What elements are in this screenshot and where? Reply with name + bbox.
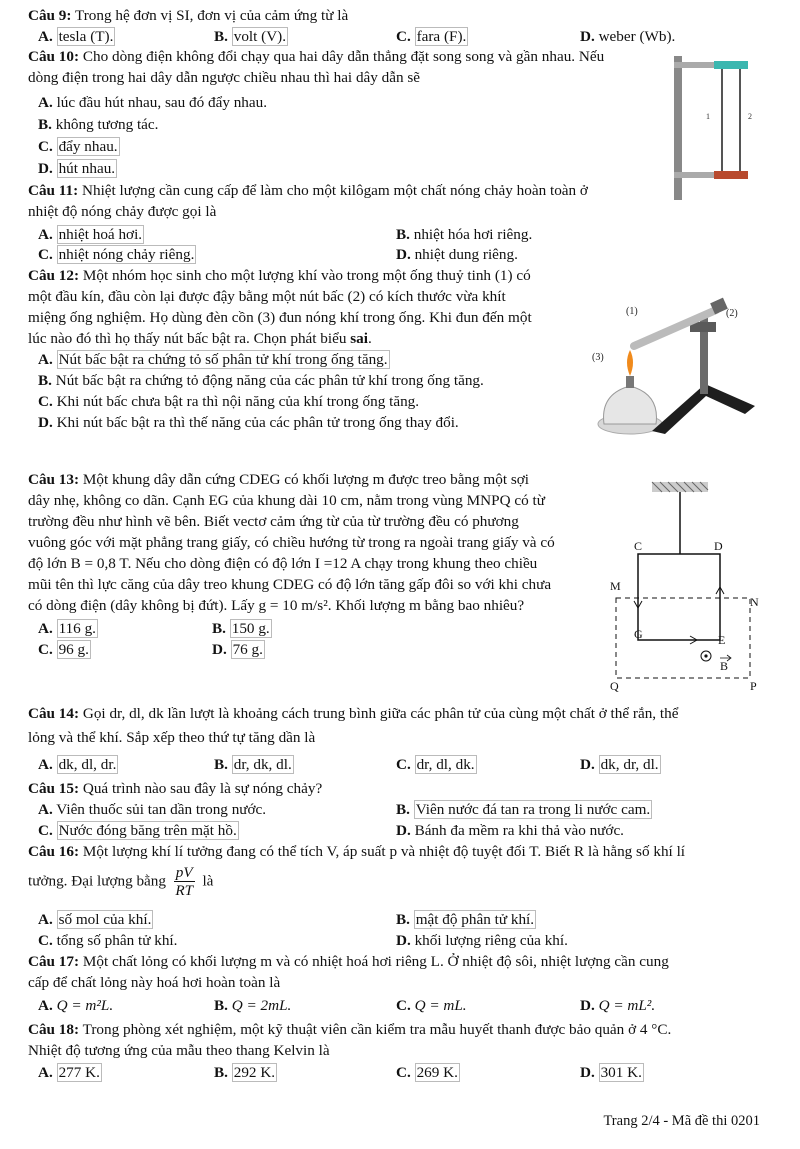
q18-stem-line2: Nhiệt độ tương ứng của mẫu theo thang Kelvin là	[28, 1042, 330, 1059]
q18-option-c[interactable]: C. 269 K.	[396, 1064, 458, 1081]
lamp-wick	[626, 376, 634, 388]
q14-option-b[interactable]: B. dr, dk, dl.	[214, 756, 292, 773]
q17-option-c[interactable]: C. Q = mL.	[396, 997, 467, 1014]
q14-option-a[interactable]: A. dk, dl, dr.	[38, 756, 117, 773]
q14-option-c[interactable]: C. dr, dl, dk.	[396, 756, 475, 773]
parallel-wires-figure	[670, 54, 790, 204]
q10-option-d[interactable]: D. hút nhau.	[38, 160, 116, 177]
q9-option-b[interactable]: B. volt (V).	[214, 28, 287, 45]
q13-option-a[interactable]: A. 116 g.	[38, 620, 96, 637]
label-D: D	[714, 539, 723, 553]
gas-tube-experiment-figure	[590, 288, 765, 448]
q11-option-c[interactable]: C. nhiệt nóng chảy riêng.	[38, 246, 195, 263]
q12-option-b[interactable]: B. Nút bấc bật ra chứng tỏ động năng của các phân tử khí trong ống tăng.	[38, 372, 484, 389]
q16-option-b[interactable]: B. mật độ phân tử khí.	[396, 911, 535, 928]
q14-stem-line1: Câu 14: Gọi dr, dl, dk lần lượt là khoảng cách trung bình giữa các phân tử của cùng một chất ở thể rắn, thể	[28, 705, 679, 722]
bottom-clamp	[714, 171, 748, 179]
label-tube: (1)	[626, 306, 638, 317]
q13-stem-line1: Câu 13: Một khung dây dẫn cứng CDEG có khối lượng m được treo bằng một sợi	[28, 471, 529, 488]
q12-option-c[interactable]: C. Khi nút bấc chưa bật ra thì nội năng của khí trong ống tăng.	[38, 393, 420, 410]
frame-CDEG	[638, 554, 720, 640]
q17-option-a[interactable]: A. Q = m²L.	[38, 997, 114, 1014]
page-footer: Trang 2/4 - Mã đề thi 0201	[603, 1113, 760, 1129]
q13-stem-line7: có dòng điện (dây không bị đứt). Lấy g = 10 m/s². Khối lượng m bằng bao nhiêu?	[28, 597, 525, 614]
q16-option-d[interactable]: D. khối lượng riêng của khí.	[396, 932, 568, 949]
q15-option-d[interactable]: D. Bánh đa mềm ra khi thả vào nước.	[396, 822, 624, 839]
q13-stem-line6: mũi tên thì lực căng của dây treo khung CDEG có độ lớn tăng gấp đôi so với khi chưa	[28, 576, 552, 593]
label-C: C	[634, 539, 643, 553]
flame-icon	[627, 350, 633, 376]
pv-over-rt-fraction: $\frac{pV}{RT}$	[175, 864, 194, 900]
q11-option-d[interactable]: D. nhiệt dung riêng.	[396, 246, 518, 263]
q15-option-b[interactable]: B. Viên nước đá tan ra trong li nước cam.	[396, 801, 651, 818]
top-clamp	[714, 61, 748, 69]
q9-stem: Câu 9: Trong hệ đơn vị SI, đơn vị của cảm ứng từ là	[28, 7, 349, 24]
q15-option-a[interactable]: A. Viên thuốc sủi tan dần trong nước.	[38, 801, 267, 818]
label-G: G	[634, 627, 643, 641]
q18-option-b[interactable]: B. 292 K.	[214, 1064, 276, 1081]
q9-option-c[interactable]: C. fara (F).	[396, 28, 467, 45]
q9-option-d[interactable]: D. weber (Wb).	[580, 28, 676, 45]
label-P: P	[750, 679, 757, 693]
q13-stem-line2: dây nhẹ, không co dãn. Cạnh EG của khung dài 10 cm, nằm trong vùng MNPQ có từ	[28, 492, 545, 509]
q13-option-d[interactable]: D. 76 g.	[212, 641, 263, 658]
q15-stem: Câu 15: Quá trình nào sau đây là sự nóng chảy?	[28, 780, 323, 797]
label-cork: (2)	[726, 308, 738, 319]
q18-option-a[interactable]: A. 277 K.	[38, 1064, 100, 1081]
current-arrow-right	[666, 636, 697, 644]
q18-stem-line1: Câu 18: Trong phòng xét nghiệm, một kỹ thuật viên cần kiểm tra mẫu huyết thanh được bảo quản ở 4 °C.	[28, 1021, 672, 1038]
stand-rod	[674, 56, 682, 200]
q17-option-b[interactable]: B. Q = 2mL.	[214, 997, 292, 1014]
q11-option-a[interactable]: A. nhiệt hoá hơi.	[38, 226, 143, 243]
current-arrow-up	[716, 587, 724, 598]
q11-stem-line2: nhiệt độ nóng chảy được gọi là	[28, 203, 217, 220]
q16-option-c[interactable]: C. tổng số phân tử khí.	[38, 932, 178, 949]
alcohol-lamp	[604, 386, 657, 424]
q13-stem-line5: độ lớn B = 0,8 T. Nếu cho dòng điện có độ lớn I =12 A chạy trong khung theo chiều	[28, 555, 538, 572]
q10-stem-line2: dòng điện trong hai dây dẫn ngược chiều nhau thì hai dây dẫn sẽ	[28, 69, 421, 86]
q13-stem-line4: vuông góc với mặt phẳng trang giấy, có chiều hướng từ trong ra ngoài trang giấy và có	[28, 534, 555, 551]
wire-2-label: 2	[748, 112, 752, 121]
label-E: E	[718, 633, 726, 647]
q11-stem-line1: Câu 11: Nhiệt lượng cần cung cấp để làm cho một kilôgam một chất nóng chảy hoàn toàn ở	[28, 182, 588, 199]
q12-stem-line2: một đầu kín, đầu còn lại được đậy bằng một nút bấc (2) có kích thước vừa khít	[28, 288, 506, 305]
q17-option-d[interactable]: D. Q = mL².	[580, 997, 656, 1014]
q18-option-d[interactable]: D. 301 K.	[580, 1064, 642, 1081]
q12-option-d[interactable]: D. Khi nút bấc bật ra thì thế năng của các phân tử trong ống thay đổi.	[38, 414, 459, 431]
q13-stem-line3: trường đều như hình vẽ bên. Biết vectơ cảm ứng từ của từ trường đều có phương	[28, 513, 519, 530]
label-lamp: (3)	[592, 352, 604, 363]
q10-option-b[interactable]: B. không tương tác.	[38, 116, 159, 133]
q13-option-c[interactable]: C. 96 g.	[38, 641, 89, 658]
q12-stem-line3: miệng ống nghiệm. Họ dùng đèn cồn (3) đun nóng khí trong ống. Khi đun đến một	[28, 309, 532, 326]
q10-option-c[interactable]: C. đẩy nhau.	[38, 138, 118, 155]
q16-stem-line2: tưởng. Đại lượng bằng $\frac{pV}{RT}$ là	[28, 864, 214, 900]
q10-option-a[interactable]: A. lúc đầu hút nhau, sau đó đẩy nhau.	[38, 94, 268, 111]
q14-option-d[interactable]: D. dk, dr, dl.	[580, 756, 659, 773]
q15-option-c[interactable]: C. Nước đóng băng trên mặt hồ.	[38, 822, 237, 839]
label-N: N	[750, 595, 759, 609]
q16-stem-line1: Câu 16: Một lượng khí lí tưởng đang có thể tích V, áp suất p và nhiệt độ tuyệt đối T. Biết R là hằng số khí lí	[28, 843, 686, 860]
wire-1-label: 1	[706, 112, 710, 121]
q14-stem-line2: lỏng và thể khí. Sắp xếp theo thứ tự tăng dần là	[28, 729, 316, 746]
label-M: M	[610, 579, 621, 593]
q12-stem-line1: Câu 12: Một nhóm học sinh cho một lượng khí vào trong một ống thuỷ tinh (1) có	[28, 267, 531, 284]
q16-option-a[interactable]: A. số mol của khí.	[38, 911, 152, 928]
frame-in-magnetic-field-figure	[600, 474, 770, 696]
q17-stem-line2: cấp để chất lỏng này hoá hơi hoàn toàn là	[28, 974, 281, 991]
q13-option-b[interactable]: B. 150 g.	[212, 620, 270, 637]
q9-option-a[interactable]: A. tesla (T).	[38, 28, 114, 45]
label-B: B	[720, 659, 729, 673]
q12-stem-line4: lúc nào đó thì họ thấy nút bấc bật ra. Chọn phát biểu sai.	[28, 330, 372, 347]
q11-option-b[interactable]: B. nhiệt hóa hơi riêng.	[396, 226, 533, 243]
q12-option-a[interactable]: A. Nút bấc bật ra chứng tỏ số phân tử khí trong ống tăng.	[38, 351, 388, 368]
q10-stem-line1: Câu 10: Cho dòng điện không đổi chạy qua hai dây dẫn thẳng đặt song song và gần nhau. Nếu	[28, 48, 605, 65]
label-Q: Q	[610, 679, 619, 693]
q17-stem-line1: Câu 17: Một chất lỏng có khối lượng m và có nhiệt hoá hơi riêng L. Ở nhiệt độ sôi, nhiệt lượng cần cung	[28, 953, 669, 970]
